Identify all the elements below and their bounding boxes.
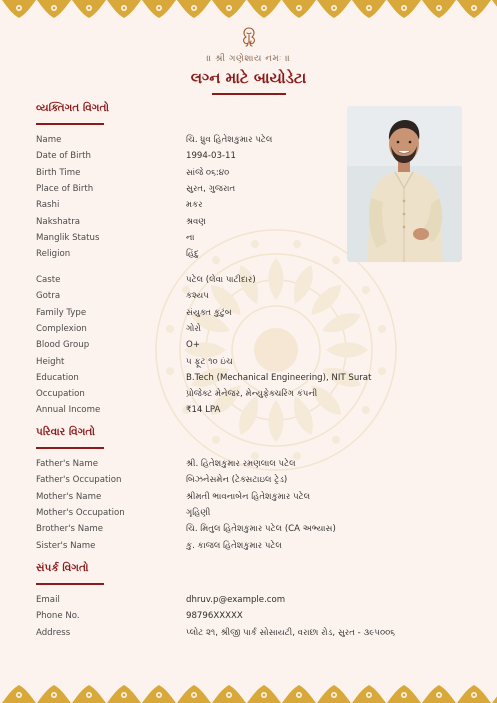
section-title-contact: સંપર્ક વિગતો xyxy=(36,562,89,574)
field-value: શ્રીમતી ભાવનાબેન હિતેશકુમાર પટેલ xyxy=(186,491,311,502)
field-label: Nakshatra xyxy=(36,216,81,227)
field-label: Name xyxy=(36,135,62,145)
section-title-family: પરિવાર વિગતો xyxy=(36,426,95,438)
groom-portrait-icon xyxy=(347,106,462,262)
field-value: ૫ ફૂટ ૧૦ ઇંચ xyxy=(186,356,233,367)
field-value: 98796XXXXX xyxy=(186,611,243,622)
field-label: Mother's Occupation xyxy=(36,507,125,518)
field-value: કુ. કાજલ હિતેશકુમાર પટેલ xyxy=(186,540,282,551)
field-label: Sister's Name xyxy=(36,540,96,551)
field-value: પ્રોજેક્ટ મેનેજર, મેન્યુફેક્ચરિંગ કંપની xyxy=(186,389,318,400)
field-label: Date of Birth xyxy=(36,151,91,162)
field-value: B.Tech (Mechanical Engineering), NIT Surat xyxy=(186,372,372,383)
field-label: Annual Income xyxy=(36,405,101,416)
title-divider xyxy=(212,93,286,95)
field-label: Complexion xyxy=(36,323,87,334)
section-divider-contact xyxy=(36,583,104,585)
document-header xyxy=(0,26,497,95)
field-value: મકર xyxy=(186,200,203,211)
field-label: Email xyxy=(36,595,60,605)
field-value: ચિ. ધ્રુવ હિતેશકુમાર પટેલ xyxy=(186,135,273,145)
field-label: Occupation xyxy=(36,389,85,400)
field-value: કશ્યપ xyxy=(186,291,209,302)
field-value: હિંદુ xyxy=(186,249,199,260)
field-label: Father's Occupation xyxy=(36,475,122,486)
field-label: Gotra xyxy=(36,291,61,302)
page-title: લગ્ન માટે બાયોડેટા xyxy=(190,69,307,87)
section-divider-family xyxy=(36,447,104,449)
field-label: Manglik Status xyxy=(36,232,100,243)
invocation-text: ॥ શ્રી ગણેશાય નમઃ ॥ xyxy=(206,54,291,64)
field-value: સાંજે ૦૬:૪૦ xyxy=(186,167,230,178)
field-label: Rashi xyxy=(36,200,60,211)
field-value: O+ xyxy=(186,340,200,351)
field-value: બિઝનેસમેન (ટેક્સટાઇલ ટ્રેડ) xyxy=(186,475,288,486)
field-value: ના xyxy=(186,232,195,243)
field-label: Mother's Name xyxy=(36,491,102,502)
field-value: ચિ. મિતુલ હિતેશકુમાર પટેલ (CA અભ્યાસ) xyxy=(186,524,336,535)
field-value: સુરત, ગુજરાત xyxy=(186,183,236,194)
field-label: Father's Name xyxy=(36,459,98,469)
field-value: પટેલ (લેવા પાટીદાર) xyxy=(186,275,256,285)
field-label: Phone No. xyxy=(36,611,80,622)
top-border-ornament xyxy=(0,0,497,22)
field-label: Place of Birth xyxy=(36,183,94,194)
field-value: ગોરો xyxy=(186,323,202,334)
section-title-personal: વ્યક્તિગત વિગતો xyxy=(36,102,110,114)
field-value: શ્રવણ xyxy=(186,216,206,227)
field-label: Education xyxy=(36,372,79,383)
profile-photo xyxy=(347,106,462,262)
field-label: Address xyxy=(36,627,71,638)
field-label: Brother's Name xyxy=(36,524,104,535)
field-label: Blood Group xyxy=(36,340,90,351)
field-label: Family Type xyxy=(36,307,87,318)
field-value: શ્રી. હિતેશકુમાર રમણલાલ પટેલ xyxy=(186,459,296,469)
field-value: 1994-03-11 xyxy=(186,151,236,162)
field-label: Caste xyxy=(36,275,61,285)
field-label: Height xyxy=(36,356,65,367)
ganesh-icon xyxy=(238,26,260,48)
field-label: Religion xyxy=(36,249,71,260)
field-value: પ્લોટ ૨૧, શ્રીજી પાર્ક સોસાયટી, વરાછા રોડ, સુરત - ૩૯૫૦૦૬ xyxy=(186,627,396,638)
field-label: Birth Time xyxy=(36,167,81,178)
bottom-border-ornament xyxy=(0,681,497,703)
field-value: dhruv.p@example.com xyxy=(186,595,286,605)
section-divider-personal xyxy=(36,123,104,125)
field-value: ₹14 LPA xyxy=(186,405,221,416)
field-value: સંયુક્ત કુટુંબ xyxy=(186,307,232,318)
field-value: ગૃહિણી xyxy=(186,507,211,518)
